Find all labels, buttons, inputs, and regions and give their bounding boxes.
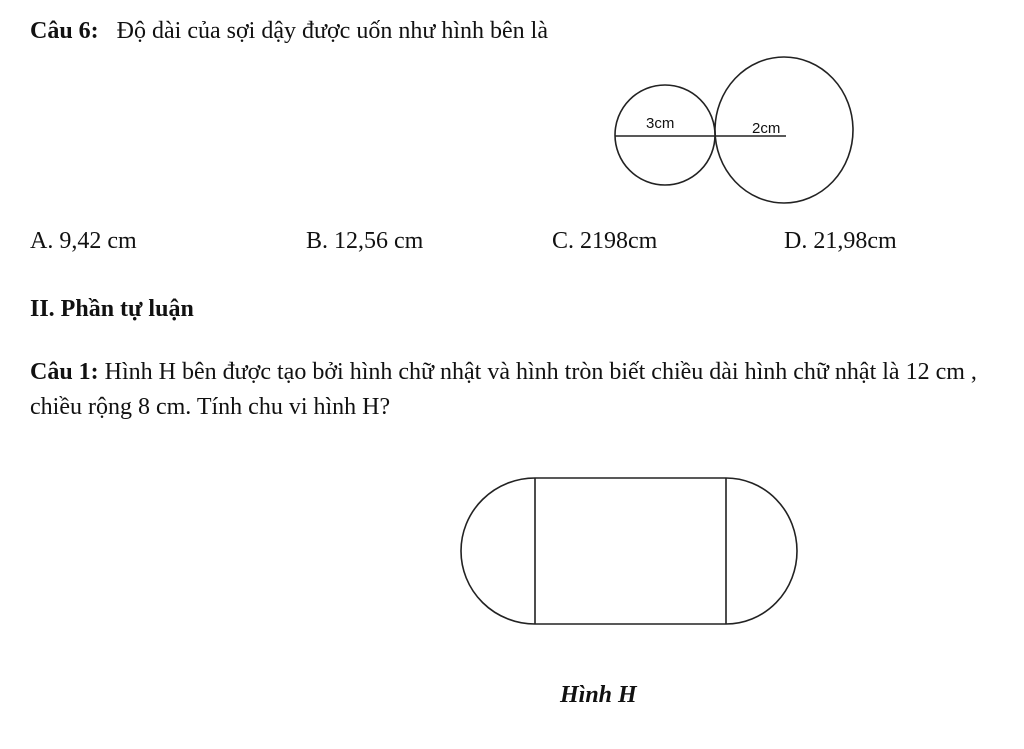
option-a: A. 9,42 cm — [30, 228, 137, 254]
large-circle-label: 2cm — [752, 120, 781, 137]
question-1-label: Câu 1: — [30, 359, 99, 385]
option-c: C. 2198cm — [552, 228, 658, 254]
question-1-text: Hình H bên được tạo bởi hình chữ nhật và hình tròn biết chiều dài hình chữ nhật là 12 cm , chiều rộng 8 cm. Tính chu vi hình H? — [30, 359, 977, 420]
option-d: D. 21,98cm — [784, 228, 897, 254]
option-b: B. 12,56 cm — [306, 228, 424, 254]
two-circles-figure — [615, 57, 853, 203]
large-circle — [715, 57, 853, 203]
small-circle-label: 3cm — [646, 115, 675, 132]
figure-h — [461, 478, 797, 624]
figure-h-outline — [461, 478, 797, 624]
small-circle — [615, 85, 715, 185]
question-6-label: Câu 6: — [30, 18, 99, 44]
question-1 — [30, 355, 990, 425]
figure-h-caption: Hình H — [560, 682, 637, 708]
section-title: II. Phần tự luận — [30, 296, 194, 322]
question-6-text: Độ dài của sợi dậy được uốn như hình bên là — [116, 18, 548, 44]
